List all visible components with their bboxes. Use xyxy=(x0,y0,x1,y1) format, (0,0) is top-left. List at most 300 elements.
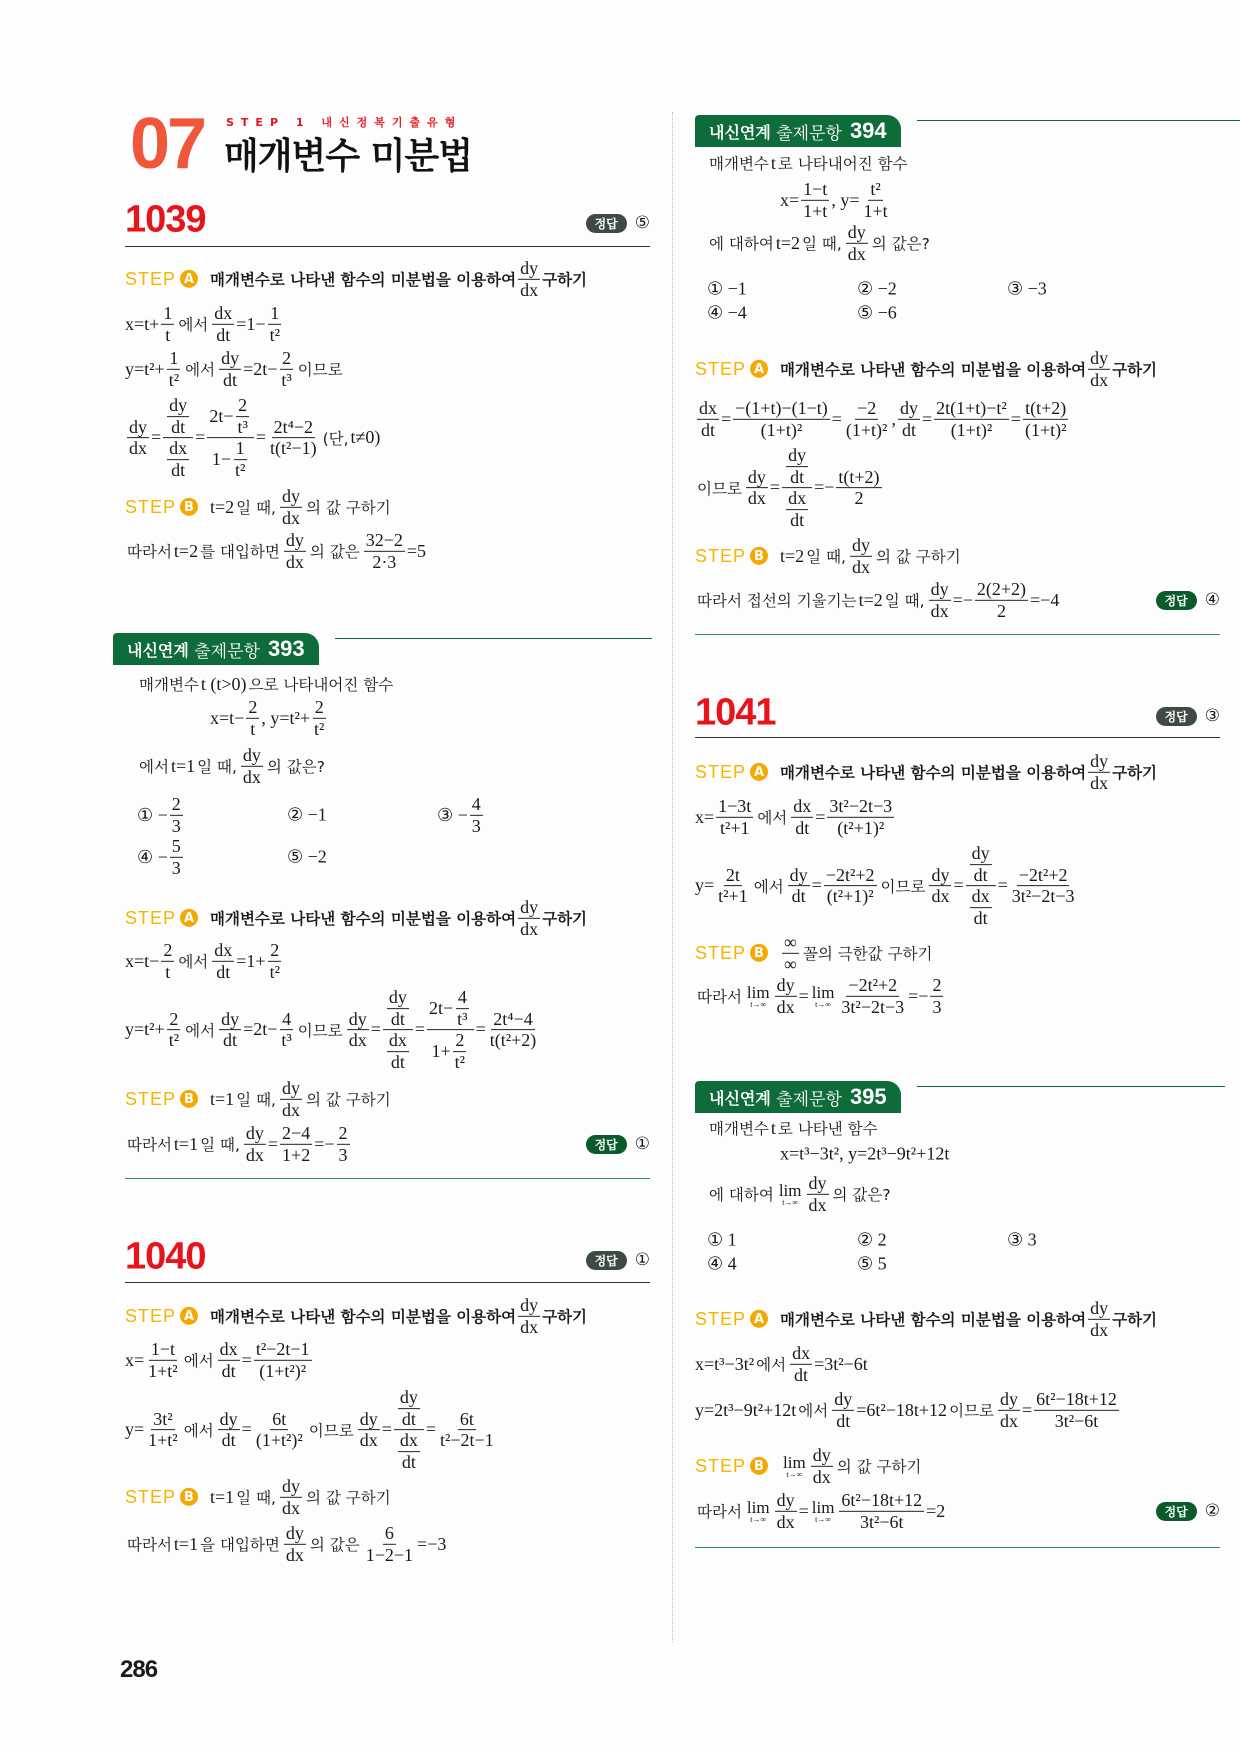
math-text: ① −1 xyxy=(707,278,747,299)
fraction xyxy=(839,975,906,1017)
math-text: dx xyxy=(359,1430,378,1451)
text: 의 값 구하기 xyxy=(305,499,391,517)
math-text: 1−3t xyxy=(718,795,752,816)
fraction xyxy=(254,1409,305,1451)
math-text: 1+t² xyxy=(148,1360,178,1381)
numerator xyxy=(167,439,189,461)
numerator xyxy=(280,486,302,508)
numerator xyxy=(149,1339,177,1361)
solution-line xyxy=(125,395,380,481)
fraction xyxy=(312,697,326,739)
math-text: (1+t)² xyxy=(1024,419,1067,440)
box-line xyxy=(335,638,652,639)
denominator xyxy=(233,460,247,481)
text: 을 대입하면 xyxy=(200,1536,280,1554)
numerator xyxy=(975,579,1028,601)
text: 의 값은? xyxy=(871,235,930,253)
step-a-heading xyxy=(695,751,1157,793)
denominator xyxy=(146,1361,180,1382)
math-text: dt xyxy=(973,864,988,885)
denominator xyxy=(470,816,483,837)
fraction xyxy=(518,258,540,300)
numerator xyxy=(280,1476,302,1498)
fraction xyxy=(998,1389,1020,1431)
math-text: dy xyxy=(348,1008,367,1029)
box-number: 394 xyxy=(849,118,887,143)
fraction xyxy=(280,486,302,528)
math-text: t=2 xyxy=(775,232,800,253)
answer-value: ⑤ xyxy=(634,213,650,233)
denominator xyxy=(929,887,951,908)
step-letter-icon: A xyxy=(750,1310,768,1328)
fraction xyxy=(791,796,813,838)
math-text: −(1+t)−(1−t) xyxy=(735,397,828,418)
text: 이므로 xyxy=(880,878,926,896)
fraction xyxy=(811,1445,833,1487)
numerator xyxy=(254,1339,312,1361)
math-text: 1+t xyxy=(803,200,828,221)
solution-line xyxy=(125,303,284,345)
math-text: t² xyxy=(168,1030,180,1051)
math-text: = xyxy=(1021,1399,1033,1420)
fraction xyxy=(235,395,249,437)
math-text: = xyxy=(195,427,206,448)
math-text: dx xyxy=(399,1430,418,1451)
math-text: t³ xyxy=(237,416,248,437)
math-text: dt xyxy=(794,1364,809,1385)
denominator xyxy=(811,1467,833,1488)
answer-value: ① xyxy=(634,1134,650,1154)
numerator xyxy=(236,395,249,417)
question-text xyxy=(707,1173,893,1215)
denominator xyxy=(163,325,172,346)
math-text: = xyxy=(151,427,162,448)
choice-4 xyxy=(707,303,747,324)
numerator xyxy=(272,417,315,439)
denominator xyxy=(163,439,193,481)
answer-badge: 정답 xyxy=(586,1251,627,1270)
numerator xyxy=(811,1445,833,1467)
numerator xyxy=(1023,398,1068,420)
math-text: dy xyxy=(221,347,240,368)
math-text: dx xyxy=(520,279,539,300)
question-equation xyxy=(780,1144,949,1165)
math-text: = xyxy=(475,1019,486,1040)
math-text: dx xyxy=(747,488,766,509)
fraction xyxy=(846,222,868,264)
math-text: 2 xyxy=(932,974,942,995)
step-b-heading xyxy=(695,932,935,974)
math-text: = xyxy=(414,1019,426,1040)
math-text: dy xyxy=(169,395,188,416)
box-line xyxy=(917,120,1240,121)
fraction xyxy=(280,1476,302,1518)
math-text: , xyxy=(891,408,896,429)
fraction xyxy=(850,535,872,577)
math-text: = xyxy=(425,1419,436,1440)
math-text: x=t− xyxy=(125,950,160,971)
math-text: t²−2t−1 xyxy=(255,1338,310,1359)
step-label: STEP xyxy=(695,1308,747,1329)
math-text: 2 xyxy=(163,939,173,960)
numerator xyxy=(790,1343,812,1365)
math-text: 6 xyxy=(384,1522,394,1543)
text: (단, xyxy=(322,430,349,448)
solution-final xyxy=(125,1123,352,1165)
denominator xyxy=(214,962,232,983)
math-text: dy xyxy=(808,1172,827,1193)
numerator xyxy=(724,865,742,887)
math-text: ④ − xyxy=(137,846,168,867)
numerator xyxy=(161,303,174,325)
fraction xyxy=(280,1078,302,1120)
denominator xyxy=(949,420,995,441)
fraction xyxy=(518,897,540,939)
math-text: dx xyxy=(847,243,866,264)
numerator xyxy=(782,445,812,488)
math-text: t² xyxy=(168,369,180,390)
math-text: = xyxy=(831,408,842,429)
question-text xyxy=(707,222,932,264)
denominator xyxy=(268,325,282,346)
step-title: 구하기 xyxy=(542,1308,588,1326)
choice-5 xyxy=(857,1254,887,1275)
math-text: dy xyxy=(245,1122,264,1143)
denominator xyxy=(280,1100,302,1121)
text: 의 값은 xyxy=(309,1536,360,1554)
fraction xyxy=(716,865,750,907)
math-text: dy xyxy=(281,1475,300,1496)
math-text: dx xyxy=(1090,1319,1109,1340)
solution-line xyxy=(125,940,284,982)
question-text xyxy=(137,745,327,787)
fraction xyxy=(966,843,996,929)
numerator xyxy=(934,398,1009,420)
math-text: =− xyxy=(314,1133,335,1154)
step-a-heading xyxy=(125,1295,587,1337)
fraction xyxy=(470,794,483,836)
limit-subscript: t→∞ xyxy=(786,1469,803,1479)
denominator xyxy=(930,997,943,1018)
limit xyxy=(783,1454,806,1479)
numerator xyxy=(786,445,808,467)
math-text: = xyxy=(255,427,267,448)
denominator xyxy=(221,370,239,391)
math-text: 1−t xyxy=(803,178,828,199)
math-text: t² xyxy=(314,718,325,739)
step-a-heading xyxy=(125,258,587,300)
fraction xyxy=(284,530,306,572)
math-text: dx xyxy=(808,1194,827,1215)
text: 일 때, xyxy=(801,235,842,253)
numerator xyxy=(427,987,474,1030)
denominator xyxy=(746,489,768,510)
denominator xyxy=(1010,887,1077,908)
math-text: dx xyxy=(792,1342,811,1363)
math-text: 2·3 xyxy=(372,551,397,572)
answer-value: ② xyxy=(1204,1501,1220,1521)
solution-final xyxy=(695,975,945,1017)
fraction xyxy=(170,836,183,878)
text: 에서 xyxy=(185,361,216,379)
choice-1 xyxy=(707,1230,737,1251)
fraction xyxy=(219,1009,241,1051)
text: 따라서 xyxy=(697,988,742,1006)
math-text: 2t⁴−2 xyxy=(273,416,314,437)
numerator xyxy=(280,1009,293,1031)
denominator xyxy=(220,1431,238,1452)
math-text: 6t²−18t+12 xyxy=(841,1489,923,1510)
step-b-heading xyxy=(125,1078,393,1120)
step-a-heading xyxy=(125,897,587,939)
math-text: dt xyxy=(390,1052,405,1073)
text: 로 나타내어진 함수 xyxy=(777,155,908,173)
math-text: (t²+1)² xyxy=(837,817,885,838)
denominator xyxy=(699,420,717,441)
math-text: 2 xyxy=(854,488,864,509)
fraction xyxy=(241,745,263,787)
column-divider xyxy=(672,112,673,1642)
step-label: STEP xyxy=(695,1455,747,1476)
text: 의 값은? xyxy=(832,1186,891,1204)
denominator xyxy=(248,719,257,740)
solution-line xyxy=(695,796,896,838)
math-text: 2t(1+t)−t² xyxy=(936,397,1007,418)
denominator xyxy=(169,460,187,481)
math-text: t xyxy=(165,961,171,982)
math-text: dt xyxy=(171,416,186,437)
denominator xyxy=(284,552,306,573)
numerator xyxy=(998,1389,1020,1411)
answer-1039 xyxy=(586,213,650,233)
step-letter-icon: B xyxy=(180,498,198,516)
math-text: dx xyxy=(1090,772,1109,793)
numerator xyxy=(1034,1389,1119,1411)
denominator xyxy=(438,1431,496,1452)
numerator xyxy=(337,1123,350,1145)
fraction xyxy=(801,179,829,221)
math-text: dt xyxy=(221,1430,236,1451)
math-text: = xyxy=(811,875,822,896)
answer-badge: 정답 xyxy=(1156,707,1197,726)
math-text: = xyxy=(798,985,809,1006)
box-line xyxy=(917,1086,1225,1087)
denominator xyxy=(835,818,886,839)
divider xyxy=(695,737,1220,738)
math-text: 1+t² xyxy=(148,1430,178,1451)
fraction xyxy=(161,940,174,982)
numerator xyxy=(218,1339,240,1361)
numerator xyxy=(167,1009,180,1031)
numerator xyxy=(970,887,992,909)
fraction xyxy=(844,398,890,440)
fraction xyxy=(807,1173,829,1215)
fraction xyxy=(387,1031,409,1073)
limit-subscript: t→∞ xyxy=(815,1514,832,1524)
math-text: dx xyxy=(285,551,304,572)
math-text: dx xyxy=(812,1466,831,1487)
fraction xyxy=(488,1009,539,1051)
text: 로 나타낸 함수 xyxy=(777,1120,878,1138)
math-text: t²−2t−1 xyxy=(440,1430,494,1451)
math-text: = xyxy=(798,1500,809,1521)
math-text: dy xyxy=(899,397,918,418)
math-text: x= xyxy=(780,189,800,210)
math-text: dt xyxy=(171,460,186,481)
choice-1 xyxy=(137,794,185,836)
denominator xyxy=(788,467,806,488)
fraction xyxy=(839,1490,924,1532)
math-text: t xyxy=(770,152,776,173)
answer-badge: 정답 xyxy=(1156,591,1197,610)
math-text: 3t²−2t−3 xyxy=(829,795,893,816)
fraction xyxy=(518,1295,540,1337)
math-text: dx xyxy=(930,600,949,621)
divider xyxy=(695,634,1220,635)
math-text: t=2 xyxy=(780,545,805,566)
math-text: x= xyxy=(125,1349,145,1370)
text: 따라서 xyxy=(127,543,172,561)
math-text: −2t²+2 xyxy=(825,864,875,885)
denominator xyxy=(972,865,990,886)
math-text: ③ − xyxy=(437,804,468,825)
math-text: t (t>0) xyxy=(200,673,247,694)
numerator xyxy=(270,1409,288,1431)
solution-line xyxy=(695,445,884,531)
denominator xyxy=(807,1195,829,1216)
math-text: dy xyxy=(776,974,795,995)
step-letter-icon: B xyxy=(180,1488,198,1506)
math-text: y= xyxy=(695,875,715,896)
step-title: 매개변수로 나타낸 함수의 미분법을 이용하여 xyxy=(210,1308,517,1326)
fraction xyxy=(337,1123,350,1165)
choice-5 xyxy=(287,847,327,868)
numerator xyxy=(1088,348,1110,370)
fraction xyxy=(716,796,753,838)
math-text: = xyxy=(921,408,933,429)
numerator xyxy=(788,865,810,887)
denominator xyxy=(244,1145,266,1166)
math-text: 6t xyxy=(272,1408,287,1429)
denominator xyxy=(383,1031,413,1073)
numerator xyxy=(850,535,872,557)
fraction xyxy=(1088,1298,1110,1340)
math-text: t xyxy=(165,324,171,345)
denominator xyxy=(280,1145,312,1166)
math-text: ④ 4 xyxy=(707,1253,737,1274)
numerator xyxy=(836,467,881,489)
fraction xyxy=(279,1009,293,1051)
text: 의 값 구하기 xyxy=(836,1458,922,1476)
step-title: 구하기 xyxy=(1112,361,1158,379)
linked-problem-box-395 xyxy=(695,1081,901,1113)
fraction xyxy=(930,975,943,1017)
text: 에서 xyxy=(178,316,209,334)
math-text: =2 xyxy=(926,1500,946,1521)
math-text: dy xyxy=(520,896,539,917)
numerator xyxy=(383,987,413,1030)
denominator xyxy=(718,818,752,839)
math-text: 3 xyxy=(471,815,481,836)
math-text: t=2 xyxy=(858,589,883,610)
fraction xyxy=(934,398,1009,440)
numerator xyxy=(801,179,829,201)
math-text: y=t²+ xyxy=(125,358,165,379)
box-number: 395 xyxy=(849,1084,887,1109)
choice-3 xyxy=(437,794,485,836)
fraction xyxy=(219,348,241,390)
fraction xyxy=(775,975,797,1017)
fraction xyxy=(1088,348,1110,390)
step-letter-icon: A xyxy=(180,909,198,927)
answer-value: ① xyxy=(634,1250,650,1270)
fraction xyxy=(786,445,808,487)
math-text: dx xyxy=(281,1099,300,1120)
math-text: dy xyxy=(242,744,261,765)
choice-4 xyxy=(707,1254,737,1275)
numerator xyxy=(268,303,281,325)
math-text: dx xyxy=(931,886,950,907)
math-text: dt xyxy=(221,1360,236,1381)
question-text xyxy=(707,1117,880,1139)
math-text: , y= xyxy=(831,189,860,210)
step-letter-icon: A xyxy=(180,270,198,288)
numerator xyxy=(733,398,830,420)
math-text: t=2 xyxy=(210,496,235,517)
denominator xyxy=(775,997,797,1018)
denominator xyxy=(167,370,181,391)
fraction xyxy=(1034,1389,1119,1431)
step-letter-icon: B xyxy=(750,944,768,962)
step-title: 매개변수로 나타낸 함수의 미분법을 이용하여 xyxy=(780,764,1087,782)
numerator xyxy=(244,1123,266,1145)
math-text: dy xyxy=(851,534,870,555)
math-text: t xyxy=(250,718,256,739)
math-text: dy xyxy=(789,864,808,885)
math-text: dx xyxy=(285,1544,304,1565)
numerator xyxy=(786,489,808,511)
text: 이므로 xyxy=(297,1022,343,1040)
denominator xyxy=(280,508,302,529)
denominator xyxy=(861,201,889,222)
text: 일 때, xyxy=(236,499,276,517)
math-text: (t²+1)² xyxy=(826,886,874,907)
denominator xyxy=(430,1031,472,1073)
step-a-heading xyxy=(695,1298,1157,1340)
denominator xyxy=(850,557,872,578)
numerator xyxy=(167,395,189,417)
numerator xyxy=(1088,751,1110,773)
numerator xyxy=(151,1409,174,1431)
choice-4 xyxy=(137,836,185,878)
answer-394 xyxy=(1156,590,1220,610)
denominator xyxy=(972,908,990,929)
math-text: =1− xyxy=(236,313,266,334)
fraction xyxy=(398,1431,420,1473)
denominator xyxy=(358,1431,380,1452)
denominator xyxy=(279,1031,293,1052)
denominator xyxy=(788,510,806,531)
numerator xyxy=(791,796,813,818)
math-text: = xyxy=(381,1419,392,1440)
text: 일 때, xyxy=(236,1489,276,1507)
fraction xyxy=(364,530,405,572)
math-text: dt xyxy=(216,324,231,345)
math-text: 1 xyxy=(235,438,245,459)
step-label: STEP xyxy=(125,1486,177,1507)
numerator xyxy=(219,1009,241,1031)
math-text: x=t+ xyxy=(125,313,160,334)
